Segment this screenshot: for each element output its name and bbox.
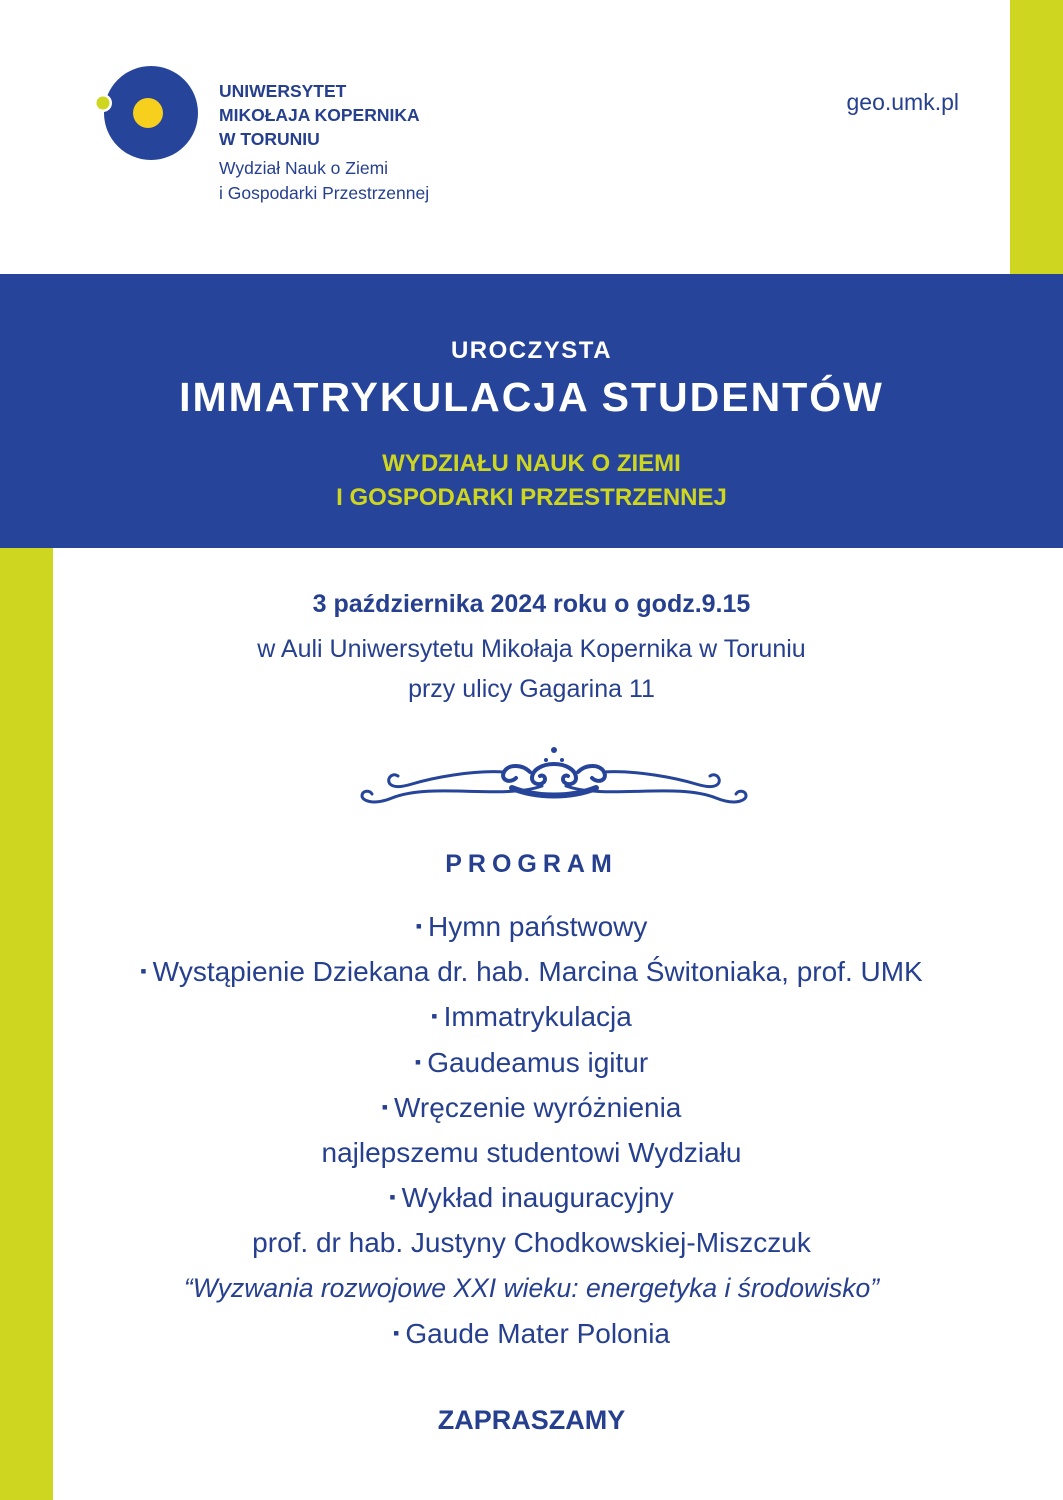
list-item: ▪ Wykład inauguracyjny xyxy=(389,1182,674,1214)
accent-stripe-left xyxy=(0,548,53,1500)
faculty-name-line-2: i Gospodarki Przestrzennej xyxy=(219,183,430,203)
website-link[interactable]: geo.umk.pl xyxy=(846,89,959,115)
banner-kicker: UROCZYSTA xyxy=(450,337,613,364)
list-item: ▪ Wystąpienie Dziekana dr. hab. Marcina Świtoniaka, prof. UMK xyxy=(140,956,923,988)
umk-logo-icon xyxy=(94,66,198,160)
bullet-icon: ▪ xyxy=(393,1322,400,1343)
university-name-line-2: MIKOŁAJA KOPERNIKA xyxy=(219,105,420,125)
bullet-icon: ▪ xyxy=(140,961,147,982)
banner-subtitle-line-2: I GOSPODARKI PRZESTRZENNEJ xyxy=(336,484,727,511)
event-venue: w Auli Uniwersytetu Mikołaja Kopernika w Toruniu xyxy=(257,635,806,663)
list-item: ▪ Gaudeamus igitur xyxy=(414,1046,649,1078)
program-list xyxy=(53,904,1010,1356)
banner-title: IMMATRYKULACJA STUDENTÓW xyxy=(179,374,884,420)
bullet-icon: ▪ xyxy=(414,1051,422,1072)
university-name xyxy=(219,79,420,151)
list-item: ▪ Hymn państwowy xyxy=(415,911,648,942)
faculty-name xyxy=(219,156,429,206)
list-item: ▪ Immatrykulacja xyxy=(431,1001,632,1033)
banner-subtitle-line-1: WYDZIAŁU NAUK O ZIEMI xyxy=(382,450,681,477)
lecturer-name: prof. dr hab. Justyny Chodkowskiej-Miszczuk xyxy=(252,1227,811,1259)
event-address: przy ulicy Gagarina 11 xyxy=(408,675,655,703)
program-heading: PROGRAM xyxy=(445,850,618,878)
closing-invitation: ZAPRASZAMY xyxy=(437,1405,626,1435)
bullet-icon: ▪ xyxy=(389,1187,396,1208)
list-item-continuation: najlepszemu studentowi Wydziału xyxy=(321,1137,742,1169)
event-date-time: 3 października 2024 roku o godz.9.15 xyxy=(312,590,751,618)
faculty-name-line-1: Wydział Nauk o Ziemi xyxy=(219,158,389,178)
bullet-icon: ▪ xyxy=(431,1006,438,1027)
university-name-line-3: W TORUNIU xyxy=(219,129,320,149)
accent-stripe-top-right xyxy=(1010,0,1063,274)
banner-subtitle xyxy=(0,447,1063,515)
list-item: ▪ Wręczenie wyróżnienia xyxy=(381,1091,682,1123)
ornamental-divider-icon xyxy=(352,742,757,824)
list-item: ▪ Gaude Mater Polonia xyxy=(393,1317,670,1349)
university-name-line-1: UNIWERSYTET xyxy=(219,81,347,101)
event-location xyxy=(53,629,1010,709)
lecture-title: “Wyzwania rozwojowe XXI wieku: energetyka i środowisko” xyxy=(183,1272,880,1303)
bullet-icon: ▪ xyxy=(415,916,422,936)
bullet-icon: ▪ xyxy=(381,1096,388,1117)
